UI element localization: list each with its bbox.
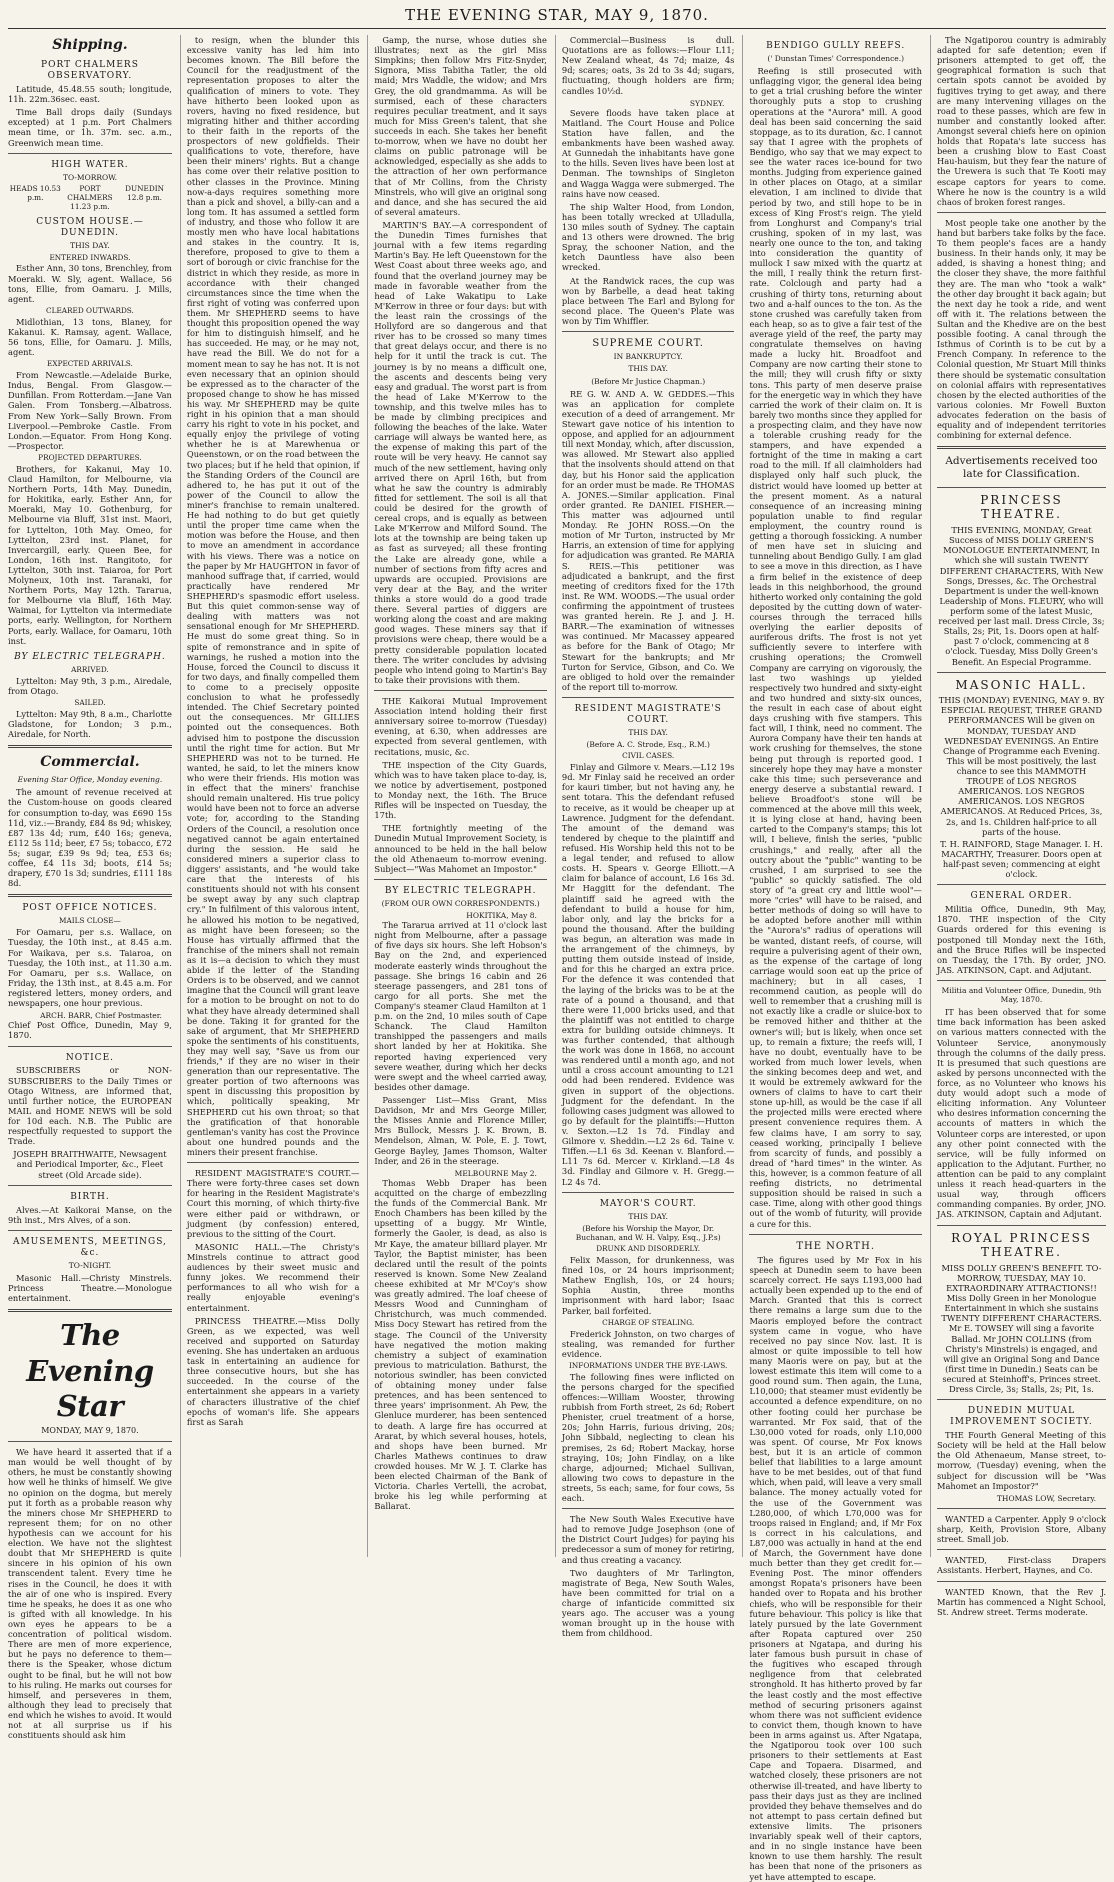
bankruptcy-text: RE G. W. AND A. W. GEDDES.—This was an application for complete execution of a deed of arrangement. Mr Stewart gave notice of his intention to oppose, and applied for an adjournment till next Monday, which, after discussion, was allowed. Mr Stewart also applied that the insolvents should attend on that day, but his Honor said the application for an order must be made. Re THOMAS A. JONES.—Similar application. Final order granted. Re DANIEL FISHER.—This matter was adjourned until Monday. Re JOHN ROSS.—On the motion of Mr Turton, instructed by Mr Harris, an extension of time for applying for adjudication was granted. Re MARIA S. REIS.—This petitioner was adjudicated a bankrupt, and the first meeting of creditors fixed for the 17th inst. Re WM. WOODS.—The usual order confirming the appointment of trustees was granted herein. Re J. and J. H. BARR.—The examination of witnesses was continued. Mr Macassey appeared as before for the Bank of Otago; Mr Stewart for the bankrupts; and Mr Turton for Service, Gibson, and Co. We are obliged to hold over the remainder of the report till to-morrow. [561,388,735,692]
princess-theatre-note: PRINCESS THEATRE.—Miss Dolly Green, as we expected, was well received and supported on Saturday evening. She has undertaken an arduous task in entertaining an audience for three consecutive hours, but she has succeeded. In the course of the entertainment she appears in a variety of characters illustrative of the chief epochs of woman's life. She appears first as Sarah [186,1315,360,1427]
supreme-court-title: SUPREME COURT. [592,338,704,350]
observatory-title: PORT CHALMERS OBSERVATORY. [41,60,139,82]
divider [937,446,1106,449]
divider [937,1399,1106,1400]
amusements-text: Masonic Hall.—Christy Minstrels. Princess Theatre.—Monologue entertainment. [8,1272,172,1304]
divider [937,1581,1106,1582]
divider [937,672,1106,673]
mails-close-label: MAILS CLOSE— [59,916,121,926]
wreck-text: The ship Walter Hood, from London, has been totally wrecked at Ulladulla, 130 miles south of Sydney. The captain and 13 others were drowned. The brig Spray, the schooner Nation, and the ketch Dauntless have also been wrecked. [561,201,735,273]
stealing-label: CHARGE OF STEALING. [602,1317,695,1327]
royal-princess-title: ROYAL PRINCESS THEATRE. [951,1230,1092,1260]
bendigo-sub: (' Dunstan Times' Correspondence.) [767,53,905,63]
expected-text: From Newcastle.—Adelaide Burke, Indus, Bengal. From Glasgow.—Dunfillan. From Rotterdam.—Jane Van Galen. From Tonsberg.—Albatross. From New York—Sally Brown. From Liverpool.—Pembroke Castle. From London.—Equator. From Hong Kong.—Prospector. [8,370,172,451]
general-order-text: Militia Office, Dunedin, 9th May, 1870. THE inspection of the City Guards ordered for this evening is postponed till Monday next the 16th, and the Bruce Rifles will be inspected on Tuesday, the 17th. By order, JNO. JAS. ATKINSON, Capt. and Adjutant. [936,904,1107,975]
divider [8,1046,172,1047]
divider [8,745,172,748]
cleared-text: Midlothian, 13 tons, Blaney, for Kakanui. K. Ramsay, agent. Wallace, 56 tons, Ellie, for Oamaru. J. Mills, agent. [8,316,172,358]
wanted-known: WANTED Known, that the Rev J. Martin has commenced a Night School, St. Andrew street. Terms moderate. [936,1586,1107,1617]
divider [937,487,1106,488]
militia-text: IT has been observed that for some time back information has been asked on various matters connected with the Volunteer Service, anonymously through the columns of the daily press. It is presumed that such questions are asked by persons unconnected with the force, as no Volunteer who knows his duty would adopt such a mode of eliciting information. Any Volunteer who desires information concerning the accounts of matters in which the Volunteer corps are interested, or upon any other point connected with the service, will be fully informed on application to the Adjutant. Further, no attention can be paid to any complaint unless it reach head-quarters in the usual way, through officers commanding companies. By order, JNO. JAS. ATKINSON, Captain and Adjutant. [936,1007,1107,1220]
commercial-quotes: Commercial—Business is dull. Quotations are as follows:—Flour L11; New Zealand wheat, 4s 7d; maize, 4s 9d; scares; oats, 3s 2d to 3s 4d; sugars, fluctuating, though holders are firm; candles 10½d. [561,35,735,96]
society-sign: THOMAS LOW, Secretary. [996,1493,1097,1503]
customs-this-day: THIS DAY. [70,241,110,251]
divider [8,1230,172,1231]
masonic-hall-note: MASONIC HALL.—The Christy's Minstrels continue to attract good audiences by their sweet music and funny jokes. We recommend their performances to all who wish for a really enjoyable evening's entertainment. [186,1241,360,1313]
amusements-title: AMUSEMENTS, MEETINGS, &c. [12,1236,167,1258]
divider [937,212,1106,213]
society-text: THE Fourth General Meeting of this Society will be held at the Hall below the Old Athenaeum, Manse street, to-morrow, (Tuesday) evening, when the subject for discussion will be "Was Mahomet an Impostor?" [936,1430,1107,1491]
sailed-label: SAILED. [74,697,106,707]
newspaper-banner: The Evening Star [26,1318,154,1424]
divider [749,1234,922,1235]
column-6 [930,35,1107,1617]
floods-text: Severe floods have taken place at Maitland. The Court House and Police Station have fallen, and the embankments have been washed away. At Gunnedah the inhabitants have gone to the hills. Seven lives have been lost at Denman. The townships of Singleton and Wagga Wagga were submerged. The rains have now ceased. [561,107,735,199]
melbourne-news: Thomas Webb Draper has been acquitted on the charge of embezzling the funds of the Commercial Bank. Mr Enoch Chambers has been killed by the upsetting of a buggy. Mr Wintle, formerly the Gaoler, is dead, as also is Mr Kaye, the amateur billiard player. Mr Taylor, the Baptist minister, has been declared until the result of the points reserved is known. Some New Zealand cheese exhibited at Mr M'Coy's show was greatly admired. The loaf cheese of Messrs Wood and Cunningham of Christchurch, was much commended. Miss Docy Stewart has retired from the stage. The Council of the University have negatived the motion making chemistry a subject of examination previous to matriculation. Bathurst, the notorious swindler, has been convicted of obtaining money under false pretences, and has been sentenced to three years' imprisonment. Ah Pew, the Glenluce murderer, has been sentenced to death. A large fire has occurred at Ararat, by which several houses, hotels, and shops have been burned. Mr Charles Mathews continues to draw crowded houses. Mr W. J. T. Clarke has been elected Chairman of the Bank of Victoria. Charles Vertelli, the acrobat, broke his leg while performing at Ballarat. [374,1177,547,1512]
tide-port-chalmers: PORT CHALMERS 11.23 p.m. [67,183,113,211]
bendigo-title: BENDIGO GULLY REEFS. [766,41,906,51]
tide-heads: HEADS 10.53 p.m. [9,183,61,202]
kaikorai-note: THE Kaikorai Mutual Improvement Association intend holding their first anniversary soiree to-morrow (Tuesday) evening, at 6.30, when addresses are expected from several gentlemen, with recitations, music, &c. [374,696,547,757]
commercial-office: Evening Star Office, Monday evening. [17,775,163,785]
dunedin-society-note: THE fortnightly meeting of the Dunedin Mutual Improvement Society, is announced to be held in the hall below the old Athenaeum to-morrow evening. Subject—"Was Mahomet an Impostor." [374,823,547,874]
divider [8,1185,172,1186]
column-1 [8,35,172,1741]
bylaws-label: INFORMATIONS UNDER THE BYE-LAWS. [569,1360,728,1370]
masthead: THE EVENING STAR, MAY 9, 1870. [8,6,1106,29]
ngatiporou-text: The Ngatiporou country is admirably adapted for safe detention; even if prisoners attempted to get off, the geographical formation is such that certain spots cannot be avoided by fugitives trying to get away, and there are many intervening villages on the road to these passes, which are few in number and constantly looked after. Amongst several chiefs here on opinion holds that Ropata's late success has been a crushing blow to East Coast Hau-hauism, but they fear the nature of the Urewera is such that Te Kooti may escape captors for years to come. Where he now is the country is a wild chaos of broken forest ranges. [936,35,1107,207]
drunk-text: Felix Masson, for drunkenness, was fined 10s, or 24 hours imprisonment; Mathew English, 10s, or 24 hours; Sophia Austin, three months imprisonment with hard labor; Isaac Parker, bail forfeited. [561,1254,735,1316]
divider [374,690,547,691]
wanted-carpenter: WANTED a Carpenter. Apply 9 o'clock sharp, Keith, Provision Store, Albany street. Small job. [936,1513,1107,1545]
timeball-text: Time Ball drops daily (Sundays excepted) at 1 p.m. Port Chalmers mean time, or 1h. 37m. sec. a.m., Greenwich mean time. [8,107,172,148]
entered-inwards-label: ENTERED INWARDS. [49,252,131,262]
tomorrow-label: TO-MORROW. [62,172,117,182]
bendigo-text: Reefing is still prosecuted with unflagging vigor, the general idea being to get a trial crushing before the winter thoroughly puts a stop to crushing operations at the "Aurora" mill. A good deal has been said concerning the said stoppage, as to its duration, &c. I cannot say that I agree with the prophets of Bendigo, who say that we may expect to see the water races ice-bound for two months. Judging from experience gained in other places on Otago, at a similar elevation, I am inclined to divide that period by two, and still hope to be in excess of King Frost's reign. The yield from Longhurst and Company's trial crushing, spoken of in my last, was nearly one ounce to the ton, and taking into consideration the quantity of mullock I saw mixed with the quartz at the mill, I really think the return first-rate. Colclough and party had a crushing of thirty tons, returning about two and a-half ounces to the ton. As the stone crushed was carefully taken from each heap, so as to give a fair test of the average yield of the reef, the party may congratulate themselves on having made a lucky hit. Broadfoot and Company are now carting their stone to the mill; they will crush fifty or sixty tons. This party of men deserve praise for the energetic way in which they have carried the work of their claim on. It is barely two months since they applied for a prospecting claim, and they have now a tolerable crushing ready for the stampers, and have expended a fortnight of the time in making a cart road to the mill. If all claimholders had displayed only half such pluck, the district would have loomed up better at the present moment. As a natural consequence of an increasing mining population unable to find regular employment, the country round is getting a thorough fossicking. A number of men have set in sluicing and tunneling about Bendigo Gully. I am glad to see a move in this direction, as I have a firm belief in the existence of deep leads in this neighborhood, the ground hitherto worked only containing the gold deposited by the cutting down of water-courses through the terraced hills overlying the earlier deposits of auriferous drifts. The frost is not yet sufficiently severe to interfere with crushing operations; the Cromwell Company are carrying on vigorously, the last two washings up yielded respectively two hundred and sixty-eight and two hundred and sixty-six ounces, the result in each case of about eight days crushing with five stampers. This fact will, I think, need no comment. The Aurora Company have their ten hands at work crushing for themselves, the stone being put through is reported good. I sincerely hope they may have a monster cake this time; such perseverance and energy deserve a substantial reward. I believe Broadfoot's stone will be commenced at the above mill this week, it is lying close at hand, having been carted to the Company's stamps; this lot will, I believe, finish the series, "public crushings," and really, after all the outcry about the "public" wanting to be crushed, I am surprised to see the "public" so quickly satisfied. The old story of "a great cry and little wool"—more "cries" will have to be raised, and better methods of doing so will have to be adopted before another mill within the "Aurora's" radius of operations will be wanted, distant reefs, of course, will require a pulverising agent of their own, as the expense of the cartage of long carriage would soon eat up the price of machinery; but in all cases, I recommend caution, as people will do well to remember that a crushing mill is not exactly like a cradle or sluice-box to be removed hither and thither at the owner's will; but is likely, when once set up, to remain a fixture; the reefs will, I have no doubt, eventually have to be worked from much lower levels, when the sinking becomes deep and wet, and it would be extremely awkward for the owners of claims to have to cart their stone up-hill, as would be the case if all the projected mills were erected where present convenience requires them. A few claims have, I am sorry to say, ceased working, principally I believe from scarcity of funds, and possibly a dread of "hard times" in the winter. As this, however, is a common feature of all reefing districts, no detrimental supposition should be raised in such a case. Time, along with other good things out of the womb of futurity, will provide a cure for this. [749,66,922,1229]
entered-text: Esther Ann, 30 tons, Brenchley, from Moeraki. W. Sly, agent. Wallace, 56 tons, Ellie, from Oamaru. J. Mills, agent. [8,263,172,304]
telegraph-title: BY ELECTRIC TELEGRAPH. [14,651,166,662]
post-office-text: For Oamaru, per s.s. Wallace, on Tuesday, the 10th inst., at 8.45 a.m. For Waikava, per s.s. Taiaroa, on Tuesday, the 10th inst., at 11.30 a.m. For Oamaru, per s.s. Wallace, on Friday, the 13th inst., at 8.45 a.m. For registered letters, money orders, and newspapers, one hour previous. [8,927,172,1009]
divider [937,1225,1106,1226]
expected-arrivals-label: EXPECTED ARRIVALS. [47,359,133,369]
theatre-continued: Gamp, the nurse, whose duties she illustrates; next as the girl Miss Simpkins; then follow Mrs Fitz-Snyder, Signora, Miss Tabitha Tatler, the old maid; Mrs Waddle, the widow; and Mrs Grey, the old grandmamma. As will be surmised, each of these characters requires peculiar treatment, and it says much for Miss Green's talent, that she succeeds in each. She takes her benefit to-morrow, when we have no doubt her claims on public patronage will be acknowledged, especially as she adds to the attraction of her own performance that of Mr Collins, from the Christy Minstrels, who will give an original song and dance, and she has secured the aid of several amateurs. [374,35,547,217]
divider [8,1441,172,1442]
civil-cases-text: Finlay and Gilmore v. Mears.—L12 19s 9d. Mr Finlay said he received an order for kauri timber, but not having any, he sent totara. This the defendant refused to receive, as it would be cheaper up at Lawrence. Judgment for the defendant. The amount of the demand was tendered by cheque to the plaintiff and refused. His Worship held this not to be a legal tender, and refused to allow costs. H. Spears v. George Elliott.—A claim for balance of account, L6 16s 3d. Mr Haggitt for the defendant. The plaintiff said he agreed with the defendant to build a house for him, labor only, and lay the bricks for a pound the thousand. After the building was begun, an alteration was made in the arrangement of the chimneys, by putting them outside instead of inside, and for this he charged an extra price. For the defence it was contended that the laying of the bricks was to be at the rate of a pound a thousand, and that there were 11,000 bricks used, and that the plaintiff was not entitled to charge extra for building outside chimneys. It was further contended, that although the work was done in 1868, no account was rendered until a month ago, and not until a cross account amounting to L21 odd had been rendered. Evidence was given in support of the objections. Judgment for the defendant. In the following cases judgment was allowed to go by default for the plaintiffs:—Hutton v. Sexton.—L2 1s 7d. Findlay and Gilmore v. Sheddin.—L2 2s 6d. Taine v. Tiffen.—L1 6s 3d. Keenan v. Blanford.—L11 7s 6d. Mercer v. Kirkland.—L8 4s 3d. Findlay and Gilmore v. H. Gregg.—L2 4s 7d. [561,762,735,1187]
notice-text: SUBSCRIBERS or NON-SUBSCRIBERS to the Daily Times or Otago Witness, are informed that, until further notice, the EUROPEAN MAIL and HOME NEWS will be sold for 10d each. N.B. The Public are respectfully requested to support the Trade. [8,1065,172,1147]
dateline-melbourne: MELBOURNE May 2. [454,1168,537,1178]
column-3 [367,35,547,1557]
nsw-judge-text: The New South Wales Executive have had to remove Judge Josephson (one of the District Court Judges) for paying his predecessor a sum of money for retiring, and thus creating a vacancy. [561,1514,735,1565]
divider [562,331,735,332]
notice-sign: JOSEPH BRAITHWAITE, Newsagent and Periodical Importer, &c., Fleet street (Old Arcade side). [13,1149,167,1180]
rm-court-title: RESIDENT MAGISTRATE'S COURT. [574,703,722,725]
divider [937,1549,1106,1550]
bylaws-text: The following fines were inflicted on the persons charged for the specified offences:—William Wooster, throwing rubbish from Forth street, 2s 6d; Robert Phenister, cruel treatment of a horse, 20s; John Harris, furious driving, 20s; John Sibbald, neglecting to clean his premises, 2s 6d; Robert Mackay, horse straying, 10s; John Findlay, on a like charge, adjourned; Michael Sullivan, allowing two cows to depasture in the streets, 5s each; same, for four cows, 5s each. [561,1371,735,1504]
post-office-title: POST OFFICE NOTICES. [22,903,158,914]
general-order-title: GENERAL ORDER. [970,891,1073,902]
supreme-this-day: THIS DAY. [628,364,668,374]
rm-judge: (Before A. C. Strode, Esq., R.M.) [586,740,710,750]
bankruptcy-label: IN BANKRUPTCY. [613,352,683,362]
princess-theatre-ad: THIS EVENING, MONDAY, Great Success of MISS DOLLY GREEN'S MONOLOGUE ENTERTAINMENT, In which she will sustain TWENTY DIFFERENT CHARACTERS, With New Songs, Dresses, &c. The Orchestral Department is under the well-known Leadership of Mons. FLEURY, who will perform some of the latest Music, received per last mail. Dress Circle, 3s; Stalls, 2s; Pit, 1s. Doors open at half-past 7 o'clock, commencing at 8 o'clock. Tuesday, Miss Dolly Green's Benefit. An Especial Programme. [938,525,1105,667]
dateline-hokitika: HOKITIKA, May 8. [466,910,537,920]
cleared-outwards-label: CLEARED OUTWARDS. [46,305,134,315]
divider [8,894,172,897]
mayor-judge: (Before his Worship the Mayor, Dr. Buchanan, and W. H. Valpy, Esq., J.P.s) [575,1223,721,1242]
tararua-text: The Tararua arrived at 11 o'clock last night from Melbourne, after a passage of five days six hours. She left Hobson's Bay on the 2nd, and experienced moderate easterly winds throughout the passage. She brings 16 cabin and 26 steerage passengers, and 281 tons of cargo for all ports. She met the Company's steamer Claud Hamilton at 1 p.m. on the 2nd, 10 miles south of Cape Schanck. The Claud Hamilton transhipped the passengers and mails short landed by her at Hokitika. She reported having experienced very severe weather, during which her decks were swept and the wheel carried away, besides other damage. [374,920,547,1092]
society-title: DUNEDIN MUTUAL IMPROVEMENT SOCIETY. [950,1406,1093,1428]
divider [937,1508,1106,1509]
customs-title: CUSTOM HOUSE.—DUNEDIN. [36,217,144,239]
observatory-text: Latitude, 45.48.55 south; longitude, 11h. 22m.36sec. east. [8,84,172,105]
shipping-header: Shipping. [52,37,128,53]
columns [8,35,1107,1882]
arrived-text: Lyttelton: May 9th, 3 p.m., Airedale, from Otago. [8,675,172,696]
races-text: At the Randwick races, the cup was won by Barbelle, a dead heat taking place between The Earl and Bylong for second place. The Queen's Plate was won by Tim Whiffler. [561,275,735,326]
telegraph-title-2: BY ELECTRIC TELEGRAPH. [384,885,537,896]
dateline-sydney: SYDNEY. [689,98,725,108]
royal-princess-ad: MISS DOLLY GREEN'S BENEFIT. TO-MORROW, TUESDAY, MAY 10. EXTRAORDINARY ATTRACTIONS!! Miss Dolly Green in her Monologue Entertainment in which she sustains TWENTY DIFFERENT CHARACTERS. Mr E. TOWSEY will sing a favorite Ballad. Mr JOHN COLLINS (from Christy's Minstrels) is engaged, and will give an Original Song and Dance (first time in Dunedin.) Seats can be secured at Steinhoff's, Princes street. Dress Circle, 3s; Stalls, 2s; Pit, 1s. [941,1262,1102,1395]
masonic-hall-title: MASONIC HALL. [955,677,1088,692]
projected-text: Brothers, for Kakanui, May 10. Claud Hamilton, for Melbourne, via Northern Ports, 14th May. Dunedin, for Hokitika, early. Esther Ann, for Moeraki, May 10. Gothenburg, for Melbourne via Bluff, 31st inst. Maori, for Lyttelton, 10th May. Omeo, for Lyttelton, 23rd inst. Planet, for Invercargill, early. Queen Bee, for London, 16th inst. Rangitoto, for Lyttelton, 30th inst. Taiaroa, for Port Molyneux, 10th inst. Taranaki, for Northern Ports, May 12th. Tararua, for Melbourne via Bluff, 16th May. Waimai, for Lyttelton via intermediate ports, early. Wellington, for Northern Ports, early. Wallace, for Oamaru, 10th inst. [8,463,172,646]
issue-date: MONDAY, MAY 9, 1870. [41,1426,139,1436]
editorial-continued: to resign, when the blunder this excessive vanity has led him into becomes known. The Bill before the Council for the readjustment of the representation proposes to alter the qualification of miners to vote. They have hitherto been looked upon as rovers, having no fixed residence, but migrating hither and thither according to their faith in the reports of the prospectors of new goldfields. Their qualifications to vote, therefore, have been their miners' rights. But a change has come over their relative position to other classes in the Province. Mining now-a-days requires something more than a pick and shovel, a billy-can and a long tom. It has assumed a settled form of industry, and those who follow it are mostly men who have local habitations and stakes in the country. It is, therefore, proposed to give to them a sort of borough or civic franchise for the district in which they reside, as more in accordance with their changed circumstances since the time when the first right of voting was conferred upon them. Mr SHEPHERD seems to have thought this proposition opened the way for him to distinguish himself, and he has succeeded. He may, or he may not, have read the Bill. We do not for a moment mean to say he has not. It is not even necessary that an opinion should be expressed as to the character of the proposed change to show he has missed his way. Mr SHEPHERD may be quite right in his opinion that a man should carry his right to vote in his pocket, and equally enjoy the privilege of voting whether he is at Marewhenua or Queenstown, or on the road between the two places; but if he held that opinion, if the Standing Orders of the Council are adhered to, he has put it out of the power of the Council to allow the miner's franchise to remain unaltered. He had nothing to do but get quietly until the proper time came when the motion was before the House, and then to move an amendment in accordance with his views. There was a notice on the paper by Mr HAUGHTON in favor of manhood suffrage that, if carried, would practically have rendered Mr SHEPHERD's spasmodic effort useless. But this quiet common-sense way of dealing with matters was not sensational enough for Mr SHEPHERD. He must do some great thing. So in spite of remonstrance and in spite of warnings, he rushed a motion into the House, forced the Council to discuss it for two days, and finally compelled them to come to a precisely opposite conclusion to what he professedly intended. The Chief Secretary pointed out the consequences. Mr GILLIES pointed out the consequences. Both advised him to postpone the discussion until the right time for action. But Mr SHEPHERD was not to be turned. He wanted, he said, to let the miners know who were their friends. His motion was in effect that the miners' franchise should remain unaltered. His true policy would have been not to force an adverse vote; for, according to the Standing Orders of the Council, a resolution once negatived cannot be again entertained during the session. He said he considered miners a superior class to diggers' assistants, and "he would take care that the interests of his constituents should not with his consent be swept away by any such claptrap cry." In fulfilment of this valorous intent, he allowed his motion to be negatived, as might have been foreseen; so the House has virtually affirmed that the franchise of the miners shall not remain as it is—a decision to which they must abide if the letter of the Standing Orders is to be observed, and we cannot imagine that the Council will grant leave for a motion to be brought on not to do what they have already determined shall be done. Taking it for granted for the sake of argument, that Mr SHEPHERD spoke the sentiments of his constituents, they may well say, "Save us from our friends," if they are no wiser in their generation than our representative. The greater portion of two afternoons was spent in discussing this proposition by which, politically speaking, Mr SHEPHERD cut his own throat; so that the gratification of that honorable gentleman's vanity has cost the Province about one hundred pounds and the miners their present franchise. [186,35,360,1158]
commercial-text: The amount of revenue received at the Custom-house on goods cleared for consumption to-day, was £690 15s 11d, viz.:—Brandy, £84 8s 9d; whiskey, £87 13s 4d; rum, £40 16s; geneva, £112 5s 11d; beer, £7 5s; tobacco, £72 5s; sugar, £39 9s 9d; tea, £53 6s; coffee, £4 11s 3d; boots, £14 5s; drapery, £70 1s 3d; sundries, £111 18s 8d. [8,787,172,889]
north-title: THE NORTH. [796,1240,876,1252]
divider [562,697,735,698]
post-office-sign: ARCH. BARR, Chief Postmaster. [40,1011,162,1021]
late-adverts-heading: Advertisements received too late for Classification. [945,455,1098,481]
rm-this-day: THIS DAY. [628,727,668,737]
post-office-place: Chief Post Office, Dunedin, May 9, 1870. [8,1020,172,1041]
masonic-hall-sign: T. H. RAINFORD, Stage Manager. I. H. MACARTHY, Treasurer. Doors open at half-past seven; commencing at eight o'clock. [940,838,1103,880]
tonight-label: TO-NIGHT. [68,1260,112,1270]
notice-title: NOTICE. [65,1052,115,1063]
masonic-hall-ad: THIS (MONDAY) EVENING, MAY 9. BY ESPECIAL REQUEST, THREE GRAND PERFORMANCES Will be given on MONDAY, TUESDAY AND WEDNESDAY EVENINGS. An Entire Change of Programme each Evening. This will be most positively, the last chance to see this MAMMOTH TROUPE of LOS NEGROS AMERICANOS. LOS NEGROS AMERICANOS. LOS NEGROS AMERICANOS. At Reduced Prices, 3s, 2s, and 1s. Children half-price to all parts of the house. [938,695,1105,837]
commercial-header: Commercial. [40,754,140,771]
civil-cases-label: CIVIL CASES. [622,751,675,761]
rm-court-note: RESIDENT MAGISTRATE'S COURT.—There were forty-three cases set down for hearing in the Resident Magistrate's Court this morning, of which thirty-five were either paid or withdrawn, or judgment (by confession) entered, previous to the sitting of the Court. [186,1168,360,1239]
birth-text: Alves.—At Kaikorai Manse, on the 9th inst., Mrs Alves, of a son. [8,1204,172,1225]
divider [8,153,172,154]
sailed-text: Lyttelton: May 9th, 8 a.m., Charlotte Gladstone, for London; 3 p.m., Airedale, for North. [8,708,172,739]
stealing-text: Frederick Johnston, on two charges of stealing, was remanded for further evidence. [561,1328,735,1359]
birth-title: BIRTH. [70,1191,110,1202]
tide-table [8,185,172,212]
column-2 [180,35,360,1557]
divider [937,980,1106,981]
militia-place: Militia and Volunteer Office, Dunedin, 9th May, 1870. [941,985,1102,1005]
wanted-drapers: WANTED, First-class Drapers Assistants. Herbert, Haynes, and Co. [936,1555,1107,1576]
tarlington-text: Two daughters of Mr Tarlington, magistrate of Bega, New South Wales, have been committed for trial on a charge of infanticide committed six years ago. The accuser was a young woman brought up in the house with them from childhood. [561,1567,735,1639]
supreme-judge: (Before Mr Justice Chapman.) [591,376,706,386]
martins-bay-note: MARTIN'S BAY.—A correspondent of the Dunedin Times furnishes that journal with a few items regarding Martin's Bay. He left Queenstown for the West Coast about three weeks ago, and found that the overland journey may be made in favorable weather from the head of Lake Wakatipu to Lake M'Kerrow in three or four days: but with the least rain the crossings of the Hollyford are so dangerous and that river has to be crossed so many times that great delays occur, and there is no help for it until the track is cut. The journey is by no means a difficult one, the ascents and descents being very easy and gradual. The worst part is from the head of Lake M'Kerrow to the township, and this twelve miles has to be made by climbing precipices and following the beaches of the lake. Water carriage will always be wanted here, as the expense of making this part of the route will be very heavy. He cannot say much of the new settlement, having only arrived there on April 16th, but from what he saw the country is admirably fitted for settlement. The soil is all that could be desired for the growth of cereal crops, and is equally as between Lake M'Kerrow and Milford Sound. The lots at the township are being taken up as fast as surveyed; all these fronting the Lake are already gone, while a number of sections from fifty acres and upwards are occupied. Provisions are very dear at the Bay, and the writer thinks a store would do a good trade there. Several parties of diggers are working along the coast and are making good wages. These miners say that if provisions were cheap, there would be a pretty considerable population located there. The writer concludes by advising people who intend going to Martin's Bay to take their provisions with them. [374,219,547,685]
divider [562,1508,735,1509]
high-water-title: HIGH WATER. [51,159,129,170]
north-text: The figures used by Mr Fox in his speech at Dunedin seem to have been scarcely correct. He says L193,000 had actually been expended up to the end of March. Granted that this is correct there remains a large sum due to the Maoris employed before the contract system came in vogue, who have received no pay since Nov. last. It is almost or quite impossible to tell how many Maoris were on pay, but at the lowest estimate this item will come to a good round sum. Then again, the Luna, L10,000; that steamer must evidently be accounted a defence expenditure, on no other footing could her purchase be warranted. Mr Fox said, that of the L30,000 voted for roads, only L10,000 was spent. Of course, Mr Fox knows best, but it is an article of common belief that liabilities to a large amount have to be met besides, out of that fund which, when paid, will leave a very small balance. The money actually voted for the use of the Government was L280,000, of which L70,000 was for troops raised in England; and, if Mr Fox is correct in his calculations, and L87,000 was actually in hand at the end of March, the Government have done much better than they get credit for.—Evening Post. The minor offenders amongst Ropata's prisoners have been handed over to Ropata and his brother chiefs, who will be responsible for their future behaviour. This policy is like that lately pursued by the late Government after Ropata captured over 250 prisoners at Ngatapa, and during his later famous bush pursuit in chase of the fugitives who escaped through negligence from that celebrated stronghold. It has hitherto proved by far the least costly and the most effective method of securing prisoners against whom there was not sufficient evidence to convict them, though known to have been in arms against us. After Ngatapa, the Ngatiporou took over 100 such prisoners to their settlements at East Cape and Topaera. Disarmed, and watched closely, these prisoners are not otherwise ill-treated, and have liberty to pass their days just as they are inclined provided they behave themselves and do not attempt to pass certain defined but extensive limits. The prisoners invariably speak well of their captors, and in no single instance have been known to use them harshly. The result has been that none of the prisoners as yet have attempted to escape. [749,1254,922,1882]
column-5 [742,35,922,1882]
city-guards-note: THE inspection of the City Guards, which was to have taken place to-day, is, we notice by advertisement, postponed to Monday next, the 16th. The Bruce Rifles will be inspected on Tuesday, the 17th. [374,759,547,821]
miscellany-text: Most people take one another by the hand but barbers take folks by the face. To them people's faces are a handy business. In their hands only, it may be added, is shaving a honest thing; and the closer they shave, the more faithful they are. The man who "took a walk" the other day brought it back again; but the next day he took a ride, and went off with it. The relations between the Sultan and the Khedive are on the best possible footing. A canal through the Isthmus of Corinth is to be cut by a French Company. In reference to the Colonial question, Mr Stuart Mill thinks there should be systematic consultation on colonial affairs with representatives chosen by the elected authorities of the various colonies. Mr Fowell Buxton advocates federation on the basis of equality and of independent territories combining for external defence. [936,217,1107,441]
tide-dunedin: DUNEDIN 12.8 p.m. [125,183,164,202]
princess-theatre-title: PRINCESS THEATRE. [980,492,1063,522]
telegraph-sub: (FROM OUR OWN CORRESPONDENTS.) [381,898,540,908]
divider [374,879,547,880]
editorial-text: We have heard it asserted that if a man would be well thought of by others, he must be constantly showing how well he thinks of himself. We give no opinion on the dogma, but merely put it forth as a probable reason why the miners chose Mr SHEPHERD to represent them; for on no other hypothesis can we account for his election. We have not the slightest doubt that Mr SHEPHERD is quite sincere in his opinion of his own transcendent talent. Every time he rises in the Council, he does it with the air of one who is inspired. Every time he speaks, he does it as one who is gifted with all knowledge. In his own eyes he appears to be a concentration of political wisdom. There are men of more experience, but he pays no deference to them—there is the Speaker, whose dictum ought to be final, but he will not bow to his ruling. He marks out courses for himself, and perseveres in them, although they lead to precisely that end which he wishes to avoid. It would not at all surprise us if his constituents should ask him [8,1447,172,1741]
column-4 [555,35,735,1639]
divider [187,1162,360,1163]
drunk-label: DRUNK AND DISORDERLY. [596,1244,701,1254]
mayors-court-title: MAYOR'S COURT. [599,1198,697,1209]
divider [8,1309,172,1312]
passenger-list: Passenger List—Miss Grant, Miss Davidson, Mr and Mrs George Miller, the Misses Annie and Florence Miller, Mrs Bullock, Messrs J. K. Brown, B. Mendelson, Alman, W. Pole, E. J. Towt, George Bayley, James Thomson, Walter Inder, and 26 in the steerage. [374,1094,547,1166]
mayor-this-day: THIS DAY. [628,1211,668,1221]
projected-departures-label: PROJECTED DEPARTURES. [38,452,142,462]
arrived-label: ARRIVED. [71,664,109,674]
divider [937,884,1106,885]
divider [562,1192,735,1193]
